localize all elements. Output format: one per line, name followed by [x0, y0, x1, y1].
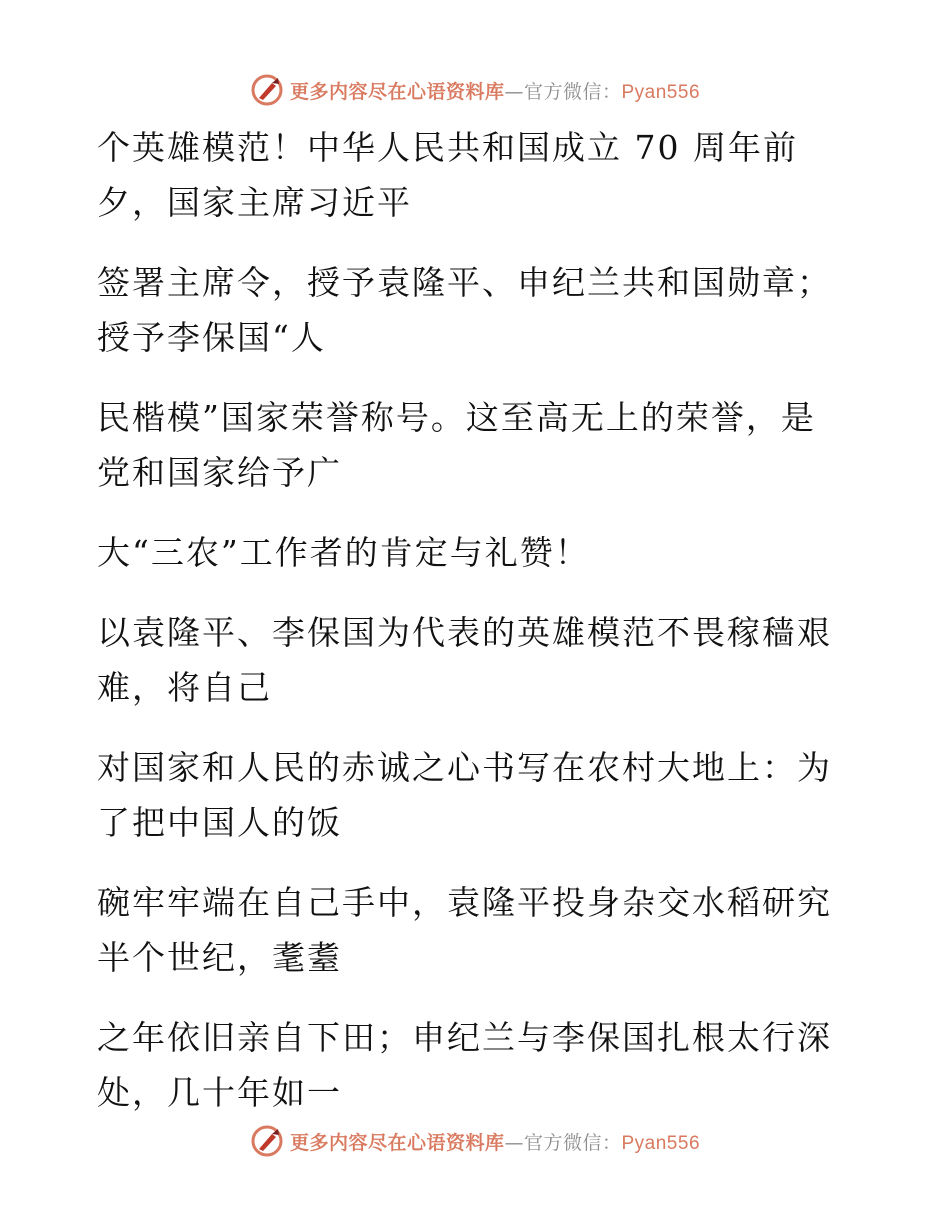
paragraph [97, 605, 832, 715]
watermark-brand: 更多内容尽在心语资料库 [289, 1131, 505, 1154]
text-line: 个英雄模范！中华人民共和国成立 70 周年前 [97, 128, 798, 167]
text-line: 夕，国家主席习近平 [97, 183, 412, 222]
watermark-separator: — [504, 80, 524, 103]
text-line: 以袁隆平、李保国为代表的英雄模范不畏稼穑艰 [97, 613, 832, 652]
text-line: 对国家和人民的赤诚之心书写在农村大地上：为 [97, 748, 832, 787]
watermark-header [0, 70, 950, 110]
watermark-account: Pyan556 [621, 1132, 701, 1154]
quill-pen-logo-icon [250, 73, 284, 107]
text-line: 党和国家给予广 [97, 453, 342, 492]
watermark-separator: — [504, 1131, 524, 1154]
paragraph [97, 120, 832, 230]
watermark-brand: 更多内容尽在心语资料库 [289, 80, 505, 103]
text-line: 民楷模”国家荣誉称号。这至高无上的荣誉，是 [97, 398, 816, 437]
text-line: 半个世纪，耄耋 [97, 938, 342, 977]
document-body [97, 120, 832, 1145]
text-line: 碗牢牢端在自己手中，袁隆平投身杂交水稻研究 [97, 883, 832, 922]
text-line: 大“三农”工作者的肯定与礼赞！ [97, 533, 590, 572]
text-line: 难，将自己 [97, 668, 272, 707]
text-line: 之年依旧亲自下田；申纪兰与李保国扎根太行深 [97, 1018, 832, 1057]
text-line: 处，几十年如一 [97, 1073, 342, 1112]
paragraph [97, 1010, 832, 1120]
paragraph [97, 875, 832, 985]
quill-pen-logo-icon [250, 1124, 284, 1158]
paragraph [97, 525, 832, 580]
paragraph [97, 255, 832, 365]
watermark-label: 官方微信： [523, 1131, 622, 1154]
text-line: 授予李保国“人 [97, 318, 326, 357]
paragraph [97, 390, 832, 500]
watermark-label: 官方微信： [523, 80, 622, 103]
watermark-account: Pyan556 [621, 81, 701, 103]
watermark-text [290, 1128, 700, 1155]
paragraph [97, 740, 832, 850]
watermark-text [290, 77, 700, 104]
watermark-footer [0, 1121, 950, 1161]
text-line: 了把中国人的饭 [97, 803, 342, 842]
text-line: 签署主席令，授予袁隆平、申纪兰共和国勋章； [97, 263, 832, 302]
